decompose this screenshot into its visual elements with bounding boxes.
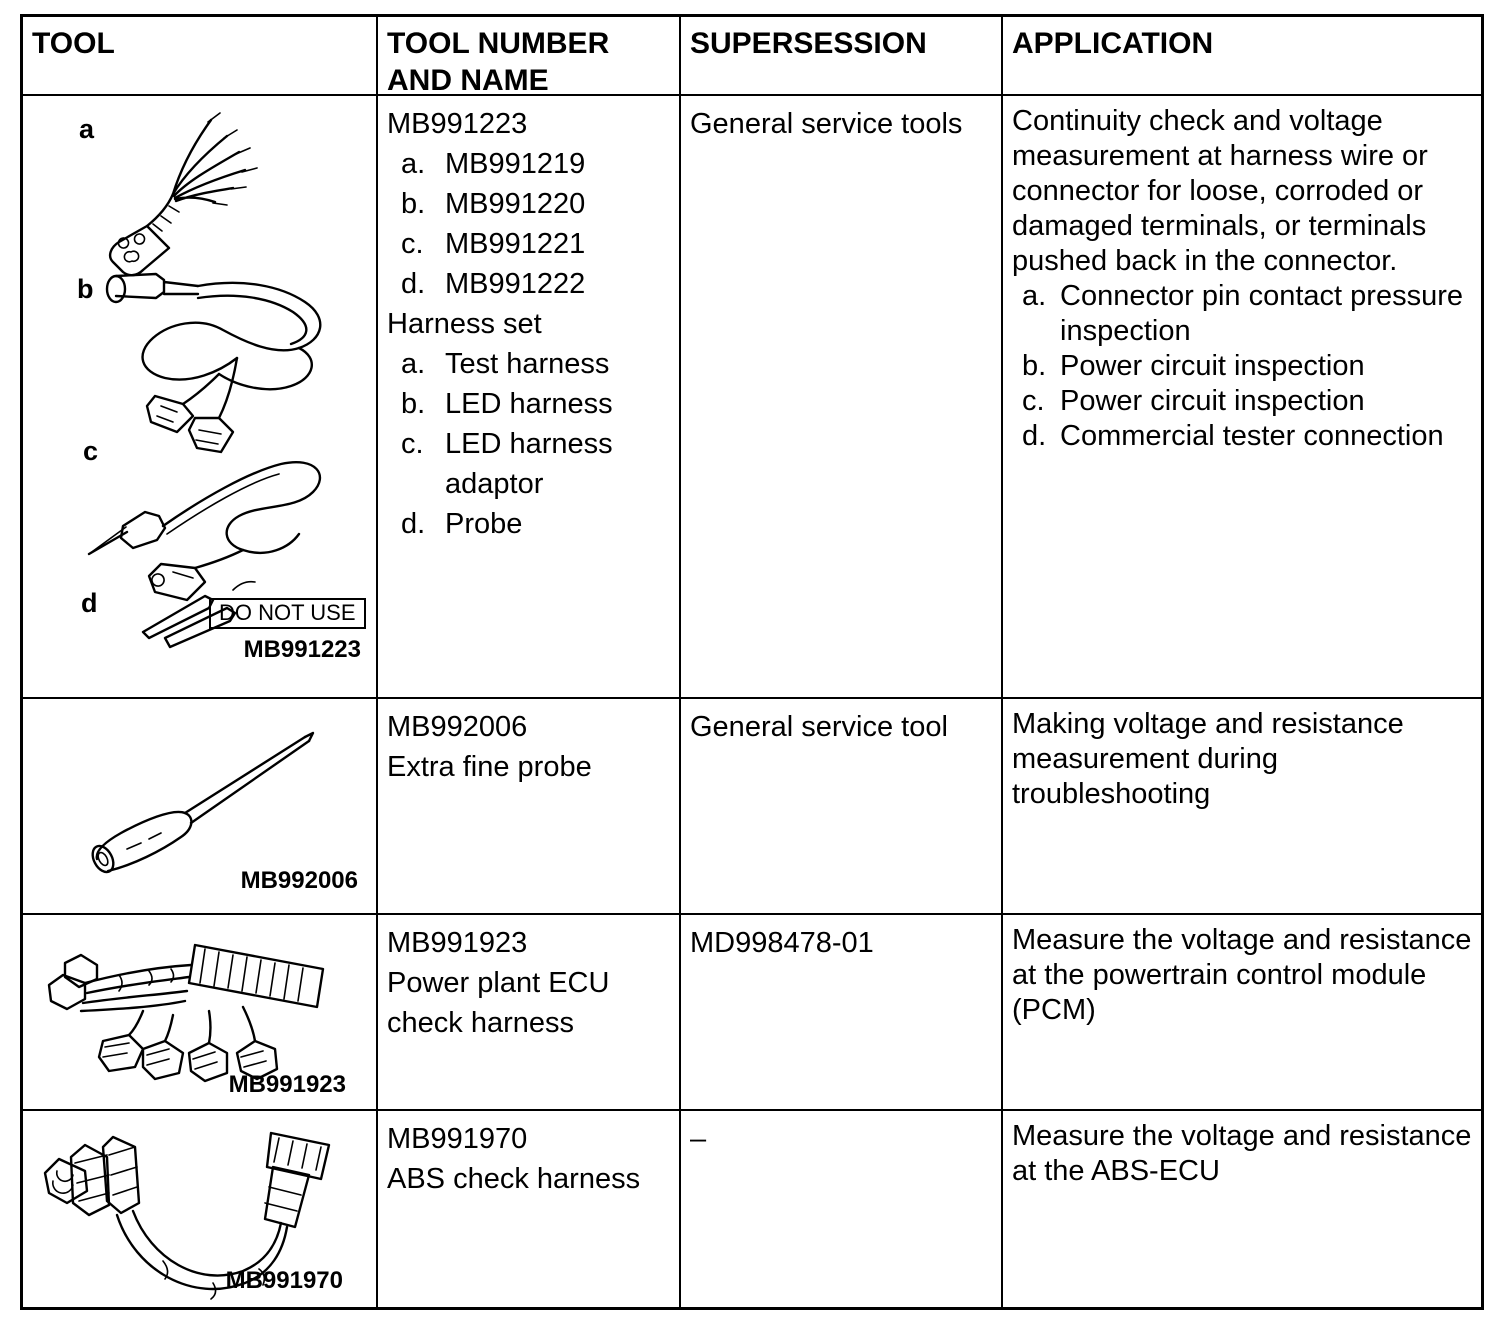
figure-caption: MB991223	[243, 636, 361, 663]
fine-probe-drawing	[88, 733, 313, 876]
row1-application-cell	[1003, 96, 1481, 699]
tool-number-title: MB991970	[387, 1123, 528, 1155]
col-header-supersession: SUPERSESSION	[681, 17, 1003, 96]
tool-name: Power plant ECU check harness	[387, 967, 610, 1039]
supersession-value: –	[690, 1123, 707, 1155]
tool-part-item: c. LED harness adaptor	[401, 428, 613, 500]
row2-supersession-cell	[681, 699, 1003, 915]
do-not-use-label: DO NOT USE	[209, 598, 366, 629]
led-harness-drawing	[107, 274, 320, 452]
tool-part-item: a. Test harness	[401, 348, 610, 380]
tool-part-item: b. LED harness	[401, 388, 613, 420]
col-header-tool: TOOL	[23, 17, 378, 96]
row2-tool-number-cell	[378, 699, 681, 915]
supersession-value: General service tools	[690, 108, 963, 140]
application-intro: Continuity check and voltage measurement at harness wire or connector for loose, corroded or damaged terminals, or terminals pushed back in the connector.	[1012, 105, 1428, 277]
test-harness-drawing	[110, 113, 257, 275]
col-header-application: APPLICATION	[1003, 17, 1481, 96]
subfigure-label-c: c	[83, 436, 99, 466]
application-intro: Making voltage and resistance measurement during troubleshooting	[1012, 708, 1404, 810]
application-intro: Measure the voltage and resistance at the powertrain control module (PCM)	[1012, 924, 1472, 1026]
application-item: b. Power circuit inspection	[1022, 350, 1365, 382]
application-intro: Measure the voltage and resistance at the ABS-ECU	[1012, 1120, 1472, 1187]
tool-number-item: b. MB991220	[401, 188, 586, 220]
row4-application-cell	[1003, 1111, 1481, 1307]
row2-tool-figure-cell	[23, 699, 378, 915]
row4-tool-figure-cell	[23, 1111, 378, 1307]
tool-number-title: MB991223	[387, 108, 528, 140]
special-tools-table	[20, 14, 1484, 1310]
tool-number-title: MB991923	[387, 927, 528, 959]
row1-supersession-cell	[681, 96, 1003, 699]
row3-application-cell	[1003, 915, 1481, 1111]
tool-number-item: d. MB991222	[401, 268, 586, 300]
application-item: d. Commercial tester connection	[1022, 420, 1444, 452]
application-item: c. Power circuit inspection	[1022, 385, 1365, 417]
supersession-value: General service tool	[690, 711, 948, 743]
tool-name: Extra fine probe	[387, 751, 592, 783]
tool-number-item: c. MB991221	[401, 228, 586, 260]
subfigure-label-d: d	[81, 588, 98, 618]
row4-tool-number-cell	[378, 1111, 681, 1307]
subfigure-label-a: a	[79, 114, 95, 144]
tool-part-item: d. Probe	[401, 508, 523, 540]
figure-caption: MB991970	[225, 1267, 343, 1294]
row1-tool-number-cell	[378, 96, 681, 699]
row3-tool-figure-cell	[23, 915, 378, 1111]
tool-name: Harness set	[387, 308, 542, 340]
tool-name: ABS check harness	[387, 1163, 641, 1195]
row1-tool-figure-cell	[23, 96, 378, 699]
row3-supersession-cell	[681, 915, 1003, 1111]
subfigure-label-b: b	[77, 274, 94, 304]
ecu-check-harness-drawing	[49, 945, 323, 1081]
figure-caption: MB991923	[228, 1071, 346, 1098]
supersession-value: MD998478-01	[690, 927, 874, 959]
tool-number-item: a. MB991219	[401, 148, 586, 180]
application-item: a. Connector pin contact pressure inspection	[1022, 280, 1463, 347]
col-header-tool-number: TOOL NUMBER AND NAME	[378, 17, 681, 96]
figure-caption: MB992006	[240, 867, 358, 894]
tool-number-title: MB992006	[387, 711, 528, 743]
row3-tool-number-cell	[378, 915, 681, 1111]
row2-application-cell	[1003, 699, 1481, 915]
row4-supersession-cell	[681, 1111, 1003, 1307]
led-harness-adaptor-drawing	[89, 462, 320, 600]
